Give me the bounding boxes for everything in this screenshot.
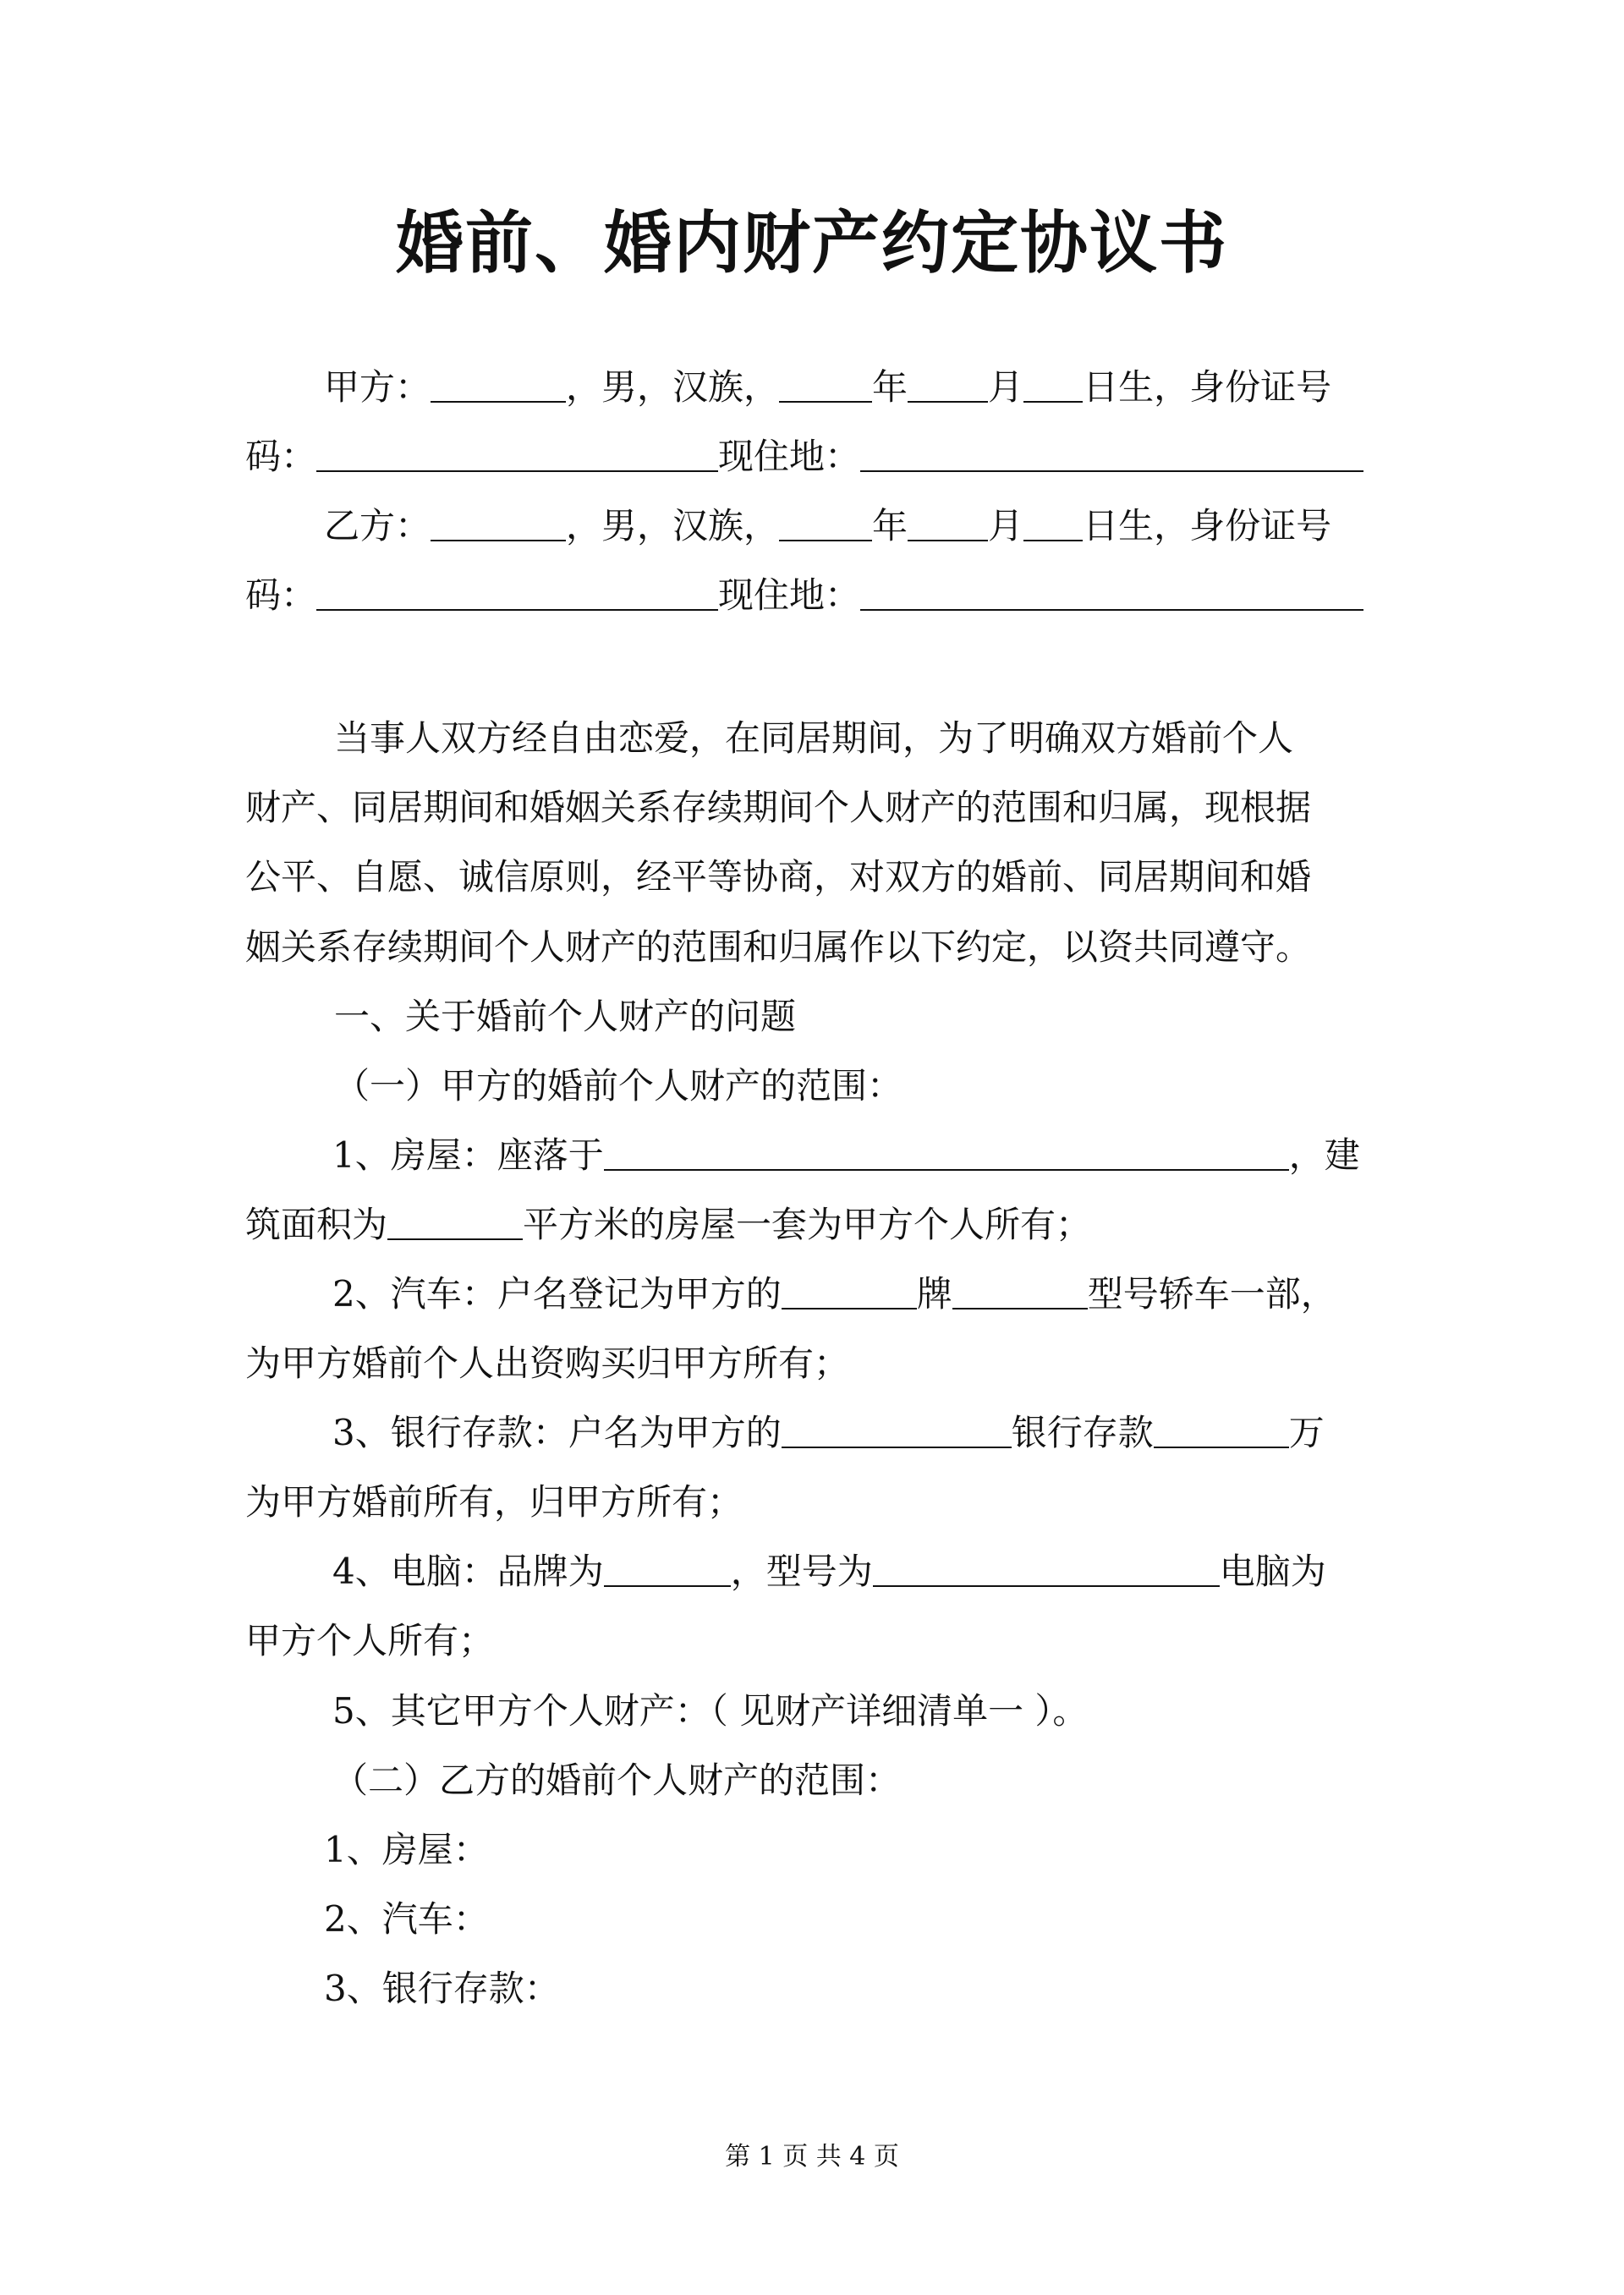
computer-model-blank[interactable] xyxy=(873,1548,1220,1587)
party-a-name-blank[interactable] xyxy=(431,364,566,403)
item-4-line-1: 4、电脑：品牌为 ，型号为 电脑为 xyxy=(332,1546,1326,1597)
item-1-line-1: 1、房屋：座落于 ，建 xyxy=(332,1130,1360,1181)
document-title: 婚前、婚内财产约定协议书 xyxy=(396,203,1228,283)
page-footer: 第 1 页 共 4 页 xyxy=(725,2142,899,2171)
party-a-month-blank[interactable] xyxy=(908,364,988,403)
intro-line-2: 财产、同居期间和婚姻关系存续期间个人财产的范围和归属，现根据 xyxy=(245,787,1312,828)
party-a-year-blank[interactable] xyxy=(779,364,872,403)
party-a-label: 甲方： xyxy=(324,366,431,408)
party-b-name-blank[interactable] xyxy=(431,502,566,541)
car-brand-blank[interactable] xyxy=(782,1271,917,1309)
house-location-blank[interactable] xyxy=(604,1132,1289,1171)
item-2-line-1: 2、汽车：户名登记为甲方的 牌 型号轿车一部， xyxy=(332,1269,1336,1320)
party-b-line-2: 码： 现住地： xyxy=(245,570,1363,621)
subsection-b-heading: （二）乙方的婚前个人财产的范围： xyxy=(332,1760,902,1801)
party-b-label: 乙方： xyxy=(324,505,431,546)
intro-line-1: 当事人双方经自由恋爱，在同居期间，为了明确双方婚前个人 xyxy=(334,717,1294,759)
house-area-blank[interactable] xyxy=(387,1201,523,1240)
subsection-a-heading: （一）甲方的婚前个人财产的范围： xyxy=(334,1065,903,1106)
computer-brand-blank[interactable] xyxy=(604,1548,731,1587)
car-model-blank[interactable] xyxy=(952,1271,1088,1309)
party-a-address-blank[interactable] xyxy=(860,433,1363,472)
intro-line-4: 姻关系存续期间个人财产的范围和归属作以下约定，以资共同遵守。 xyxy=(245,926,1312,968)
party-b-line-1: 乙方： ，男，汉族， 年 月 日生，身份证号 xyxy=(324,501,1331,552)
b-item-2: 2、汽车： xyxy=(324,1898,489,1940)
party-a-line-2: 码： 现住地： xyxy=(245,431,1363,482)
item-1-line-2: 筑面积为 平方米的房屋一套为甲方个人所有； xyxy=(245,1200,1091,1250)
party-a-id-blank[interactable] xyxy=(316,433,718,472)
party-b-day-blank[interactable] xyxy=(1023,502,1083,541)
item-4-line-2: 甲方个人所有； xyxy=(245,1620,495,1661)
party-b-month-blank[interactable] xyxy=(908,502,988,541)
item-3-line-2: 为甲方婚前所有，归甲方所有； xyxy=(245,1481,743,1523)
item-2-line-2: 为甲方婚前个人出资购买归甲方所有； xyxy=(245,1342,850,1384)
b-item-3: 3、银行存款： xyxy=(324,1968,560,2009)
section-heading-1: 一、关于婚前个人财产的问题 xyxy=(334,996,797,1037)
item-5-line: 5、其它甲方个人财产：（ 见财产详细清单一 ）。 xyxy=(332,1690,1089,1732)
party-b-address-blank[interactable] xyxy=(860,572,1363,611)
deposit-amount-blank[interactable] xyxy=(1154,1409,1289,1448)
party-a-line-1: 甲方： ，男，汉族， 年 月 日生，身份证号 xyxy=(324,362,1331,413)
party-b-year-blank[interactable] xyxy=(779,502,872,541)
intro-line-3: 公平、自愿、诚信原则，经平等协商，对双方的婚前、同居期间和婚 xyxy=(245,856,1312,898)
party-a-day-blank[interactable] xyxy=(1023,364,1083,403)
party-b-id-blank[interactable] xyxy=(316,572,718,611)
b-item-1: 1、房屋： xyxy=(324,1829,489,1870)
item-3-line-1: 3、银行存款：户名为甲方的 银行存款 万 xyxy=(332,1408,1325,1458)
bank-name-blank[interactable] xyxy=(782,1409,1012,1448)
